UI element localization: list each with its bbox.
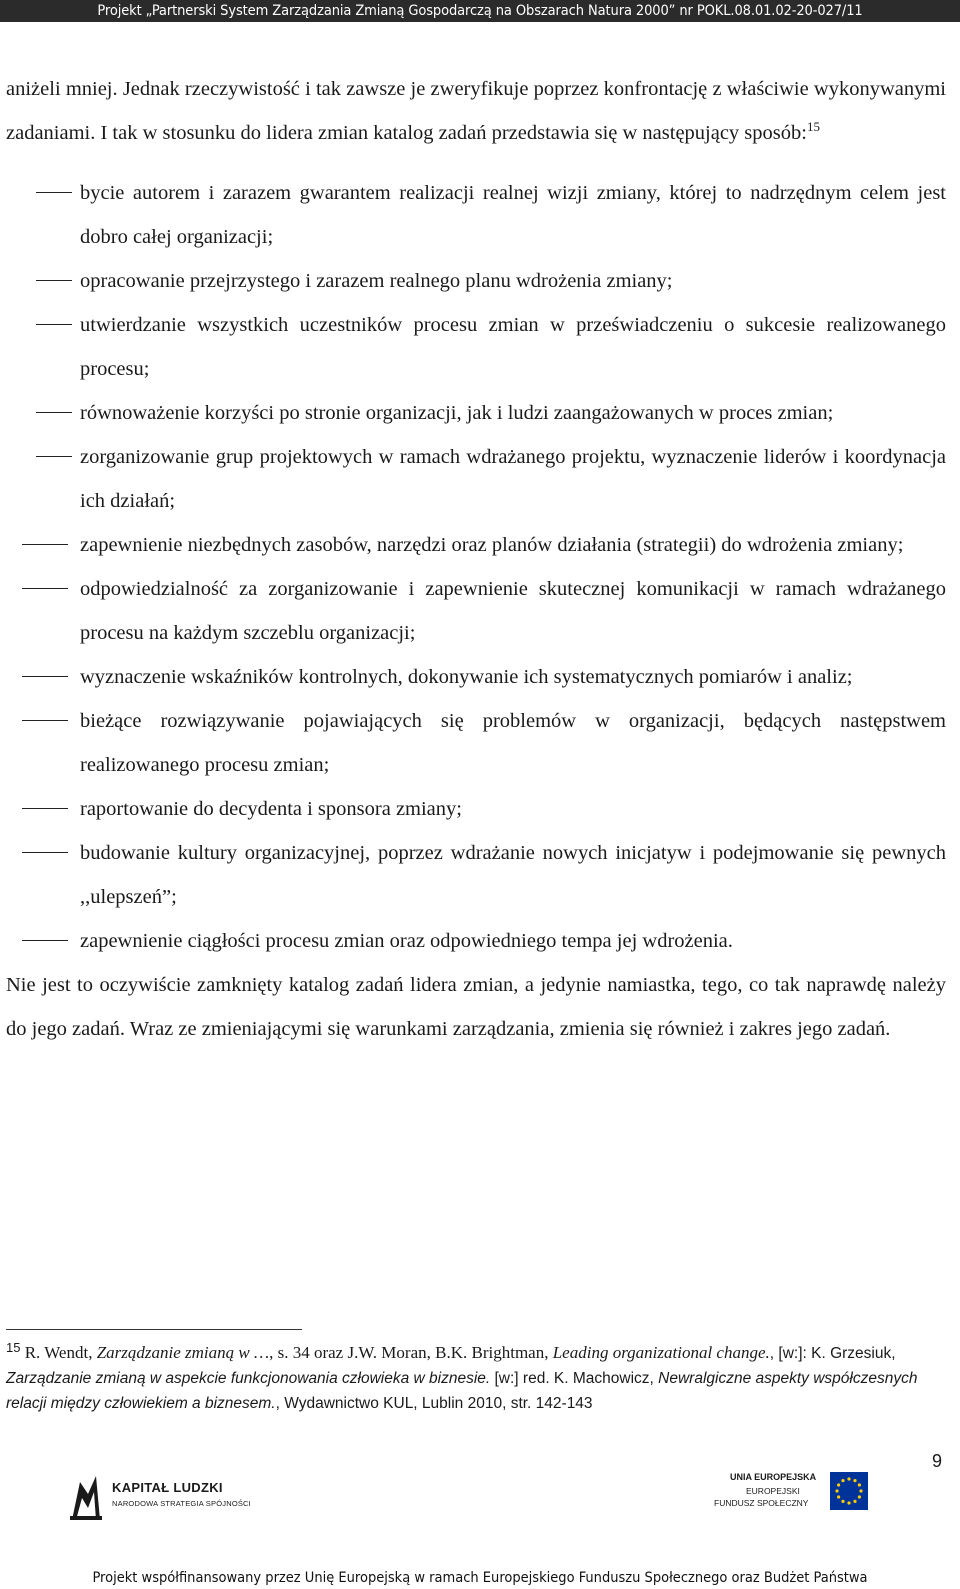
eu-logo bbox=[690, 1472, 870, 1538]
intro-paragraph bbox=[6, 67, 946, 155]
footnote: $^{15}$ R. Wendt, Zarządzanie zmianą w …, s. 34 oraz J.W. Moran, B.K. Brightman, Leading organizational change., [w:]: K. Grzesiuk, Zarządzanie zmianą w aspekcie funkcjonowania człowieka w biznesie. [w:] red. K. Machowicz, Newralgiczne aspekty współczesnych relacji między człowiekiem a biznesem., Wydawnictwo KUL, Lublin 2010, str. 142-143 bbox=[6, 1339, 918, 1412]
list-item-text: utwierdzanie wszystkich uczestników procesu zmian w przeświadczeniu o sukcesie realizowanego procesu; bbox=[80, 314, 946, 380]
footnote-separator bbox=[6, 1329, 302, 1330]
list-item bbox=[6, 259, 946, 303]
list-item-text: budowanie kultury organizacyjnej, poprzez wdrażanie nowych inicjatyw i podejmowanie się pewnych ,,ulepszeń”; bbox=[80, 842, 946, 908]
list-item bbox=[6, 655, 946, 699]
list-item bbox=[6, 391, 946, 435]
dash-bullet-icon bbox=[36, 456, 72, 457]
eu-title: UNIA EUROPEJSKA bbox=[730, 1472, 817, 1482]
list-item-text: wyznaczenie wskaźników kontrolnych, dokonywanie ich systematycznych pomiarów i analiz; bbox=[80, 666, 853, 688]
list-item-text: zapewnienie niezbędnych zasobów, narzędzi oraz planów działania (strategii) do wdrożenia zmiany; bbox=[80, 534, 904, 556]
eu-line3: FUNDUSZ SPOŁECZNY bbox=[714, 1498, 809, 1508]
list-item bbox=[6, 567, 946, 655]
list-item-text: raportowanie do decydenta i sponsora zmiany; bbox=[80, 798, 462, 820]
eu-line2: EUROPEJSKI bbox=[746, 1486, 800, 1496]
list-item bbox=[6, 699, 946, 787]
task-list bbox=[6, 171, 946, 963]
list-item bbox=[6, 919, 946, 963]
kapital-ludzki-title: KAPITAŁ LUDZKI bbox=[112, 1480, 223, 1495]
dash-bullet-icon bbox=[36, 324, 72, 325]
page-number: 9 bbox=[931, 1451, 942, 1471]
eu-flag-icon bbox=[830, 1472, 868, 1510]
kapital-ludzki-subtitle: NARODOWA STRATEGIA SPÓJNOŚCI bbox=[112, 1499, 251, 1508]
dash-bullet-icon bbox=[22, 720, 68, 721]
page-footer: Projekt współfinansowany przez Unię Europejską w ramach Europejskiego Funduszu Społecznego oraz Budżet Państwa bbox=[92, 1570, 868, 1586]
footnote-ref: 15 bbox=[806, 119, 820, 135]
list-item-text: zapewnienie ciągłości procesu zmian oraz odpowiedniego tempa jej wdrożenia. bbox=[80, 930, 733, 952]
list-item-text: bycie autorem i zarazem gwarantem realizacji realnej wizji zmiany, której to nadrzędnym celem jest dobro całej organizacji; bbox=[80, 182, 946, 248]
closing-paragraph: Nie jest to oczywiście zamknięty katalog zadań lidera zmian, a jedynie namiastka, tego, co tak naprawdę należy do jego zadań. Wraz ze zmieniającymi się warunkami zarządzania, zmienia się również i zakres jego zadań. bbox=[6, 974, 946, 1040]
list-item-text: zorganizowanie grup projektowych w ramach wdrażanego projektu, wyznaczenie liderów i koordynacja ich działań; bbox=[80, 446, 946, 512]
list-item-text: równoważenie korzyści po stronie organizacji, jak i ludzi zaangażowanych w proces zmian; bbox=[80, 402, 834, 424]
dash-bullet-icon bbox=[36, 192, 72, 193]
list-item bbox=[6, 435, 946, 523]
dash-bullet-icon bbox=[22, 940, 68, 941]
dash-bullet-icon bbox=[22, 808, 68, 809]
dash-bullet-icon bbox=[22, 544, 68, 545]
dash-bullet-icon bbox=[36, 412, 72, 413]
page-header: Projekt „Partnerski System Zarządzania Zmianą Gospodarczą na Obszarach Natura 2000” nr POKL.08.01.02-20-027/11 bbox=[0, 0, 960, 22]
list-item-text: odpowiedzialność za zorganizowanie i zapewnienie skutecznej komunikacji w ramach wdrażanego procesu na każdym szczeblu organizacji; bbox=[80, 578, 946, 644]
dash-bullet-icon bbox=[22, 588, 68, 589]
list-item bbox=[6, 831, 946, 919]
document-body bbox=[6, 67, 946, 1051]
kapital-ludzki-logo bbox=[66, 1472, 306, 1522]
dash-bullet-icon bbox=[22, 852, 68, 853]
list-item bbox=[6, 787, 946, 831]
dash-bullet-icon bbox=[36, 280, 72, 281]
list-item bbox=[6, 303, 946, 391]
footnote-number: 15 bbox=[6, 1339, 21, 1355]
list-item-text: bieżące rozwiązywanie pojawiających się problemów w organizacji, będących następstwem realizowanego procesu zmian; bbox=[80, 710, 946, 776]
list-item bbox=[6, 171, 946, 259]
list-item bbox=[6, 523, 946, 567]
intro-text: aniżeli mniej. Jednak rzeczywistość i tak zawsze je zweryfikuje poprzez konfrontację z właściwie wykonywanymi zadaniami. I tak w stosunku do lidera zmian katalog zadań przedstawia się w następujący sposób: bbox=[6, 78, 946, 144]
dash-bullet-icon bbox=[22, 676, 68, 677]
list-item-text: opracowanie przejrzystego i zarazem realnego planu wdrożenia zmiany; bbox=[80, 270, 673, 292]
kapital-ludzki-icon bbox=[66, 1472, 106, 1522]
